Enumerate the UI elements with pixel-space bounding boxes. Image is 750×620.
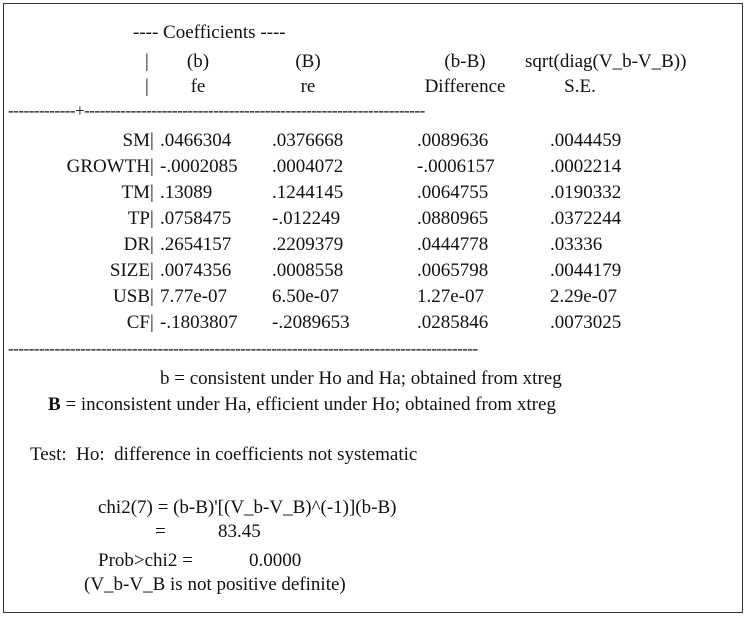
coefficients-title: ---- Coefficients ---- [133,22,286,43]
output-frame [3,3,743,613]
col-name-fe: fe [190,76,206,97]
row-label: DR [123,234,150,255]
cell-B: .2209379 [272,234,344,255]
cell-se: .0002214 [550,156,622,177]
cell-B: .1244145 [272,182,344,203]
chi2-formula: chi2(7) = (b-B)'[(V_b-V_B)^(-1)](b-B) [98,497,397,518]
row-pipe: | [150,312,154,333]
cell-se: 2.29e-07 [550,286,618,307]
header-pipe: | [145,51,149,72]
note-B-letter: B [48,394,61,415]
row-label: SM [122,130,150,151]
row-label: CF [126,312,150,333]
prob-value: 0.0000 [249,550,302,571]
cell-B: 6.50e-07 [272,286,340,307]
col-name-re: re [300,76,316,97]
chi2-equals: = [155,521,166,542]
note-B [48,394,556,416]
cell-b: -.0002085 [160,156,238,177]
col-symbol-se: sqrt(diag(V_b-V_B)) [525,51,687,72]
cell-se: .0044459 [550,130,622,151]
chi2-value: 83.45 [218,521,261,542]
cell-se: .0073025 [550,312,622,333]
row-label: GROWTH [66,156,150,177]
row-pipe: | [150,208,154,229]
cell-se: .0372244 [550,208,622,229]
row-pipe: | [150,260,154,281]
cell-se: .0044179 [550,260,622,281]
col-symbol-b: (b) [186,51,210,72]
footer-rule: ------------------------------------------------------------------------------------------- [8,340,478,358]
cell-B: .0004072 [272,156,344,177]
row-label: TM [121,182,150,203]
note-B-text: = inconsistent under Ha, efficient under Ho; obtained from xtreg [60,394,556,415]
cell-diff: .0065798 [417,260,489,281]
cell-B: -.012249 [272,208,341,229]
col-symbol-diff: (b-B) [444,51,486,72]
cell-b: .13089 [160,182,213,203]
col-name-difference: Difference [424,76,506,97]
row-label: TP [127,208,150,229]
row-pipe: | [150,234,154,255]
row-pipe: | [150,130,154,151]
col-name-se: S.E. [564,76,596,97]
row-label: SIZE [109,260,150,281]
row-pipe: | [150,156,154,177]
header-pipe-2: | [145,76,149,97]
cell-diff: .0089636 [417,130,489,151]
cell-b: .0074356 [160,260,232,281]
cell-B: .0008558 [272,260,344,281]
cell-se: .03336 [550,234,603,255]
cell-diff: .0444778 [417,234,489,255]
warning-text: (V_b-V_B is not positive definite) [84,574,346,595]
cell-diff: -.0006157 [417,156,495,177]
prob-label: Prob>chi2 = [98,550,193,571]
note-b: b = consistent under Ho and Ha; obtained from xtreg [160,368,562,389]
cell-diff: .0880965 [417,208,489,229]
header-rule: -------------+------------------------------------------------------------------ [8,102,425,120]
cell-diff: 1.27e-07 [417,286,485,307]
cell-b: .2654157 [160,234,232,255]
test-hypothesis: Test: Ho: difference in coefficients not systematic [30,444,418,465]
cell-diff: .0064755 [417,182,489,203]
row-pipe: | [150,182,154,203]
col-symbol-B: (B) [295,51,321,72]
cell-diff: .0285846 [417,312,489,333]
cell-B: .0376668 [272,130,344,151]
cell-B: -.2089653 [272,312,350,333]
cell-b: .0758475 [160,208,232,229]
cell-b: 7.77e-07 [160,286,228,307]
row-pipe: | [150,286,154,307]
row-label: USB [113,286,150,307]
cell-b: -.1803807 [160,312,238,333]
cell-se: .0190332 [550,182,622,203]
cell-b: .0466304 [160,130,232,151]
